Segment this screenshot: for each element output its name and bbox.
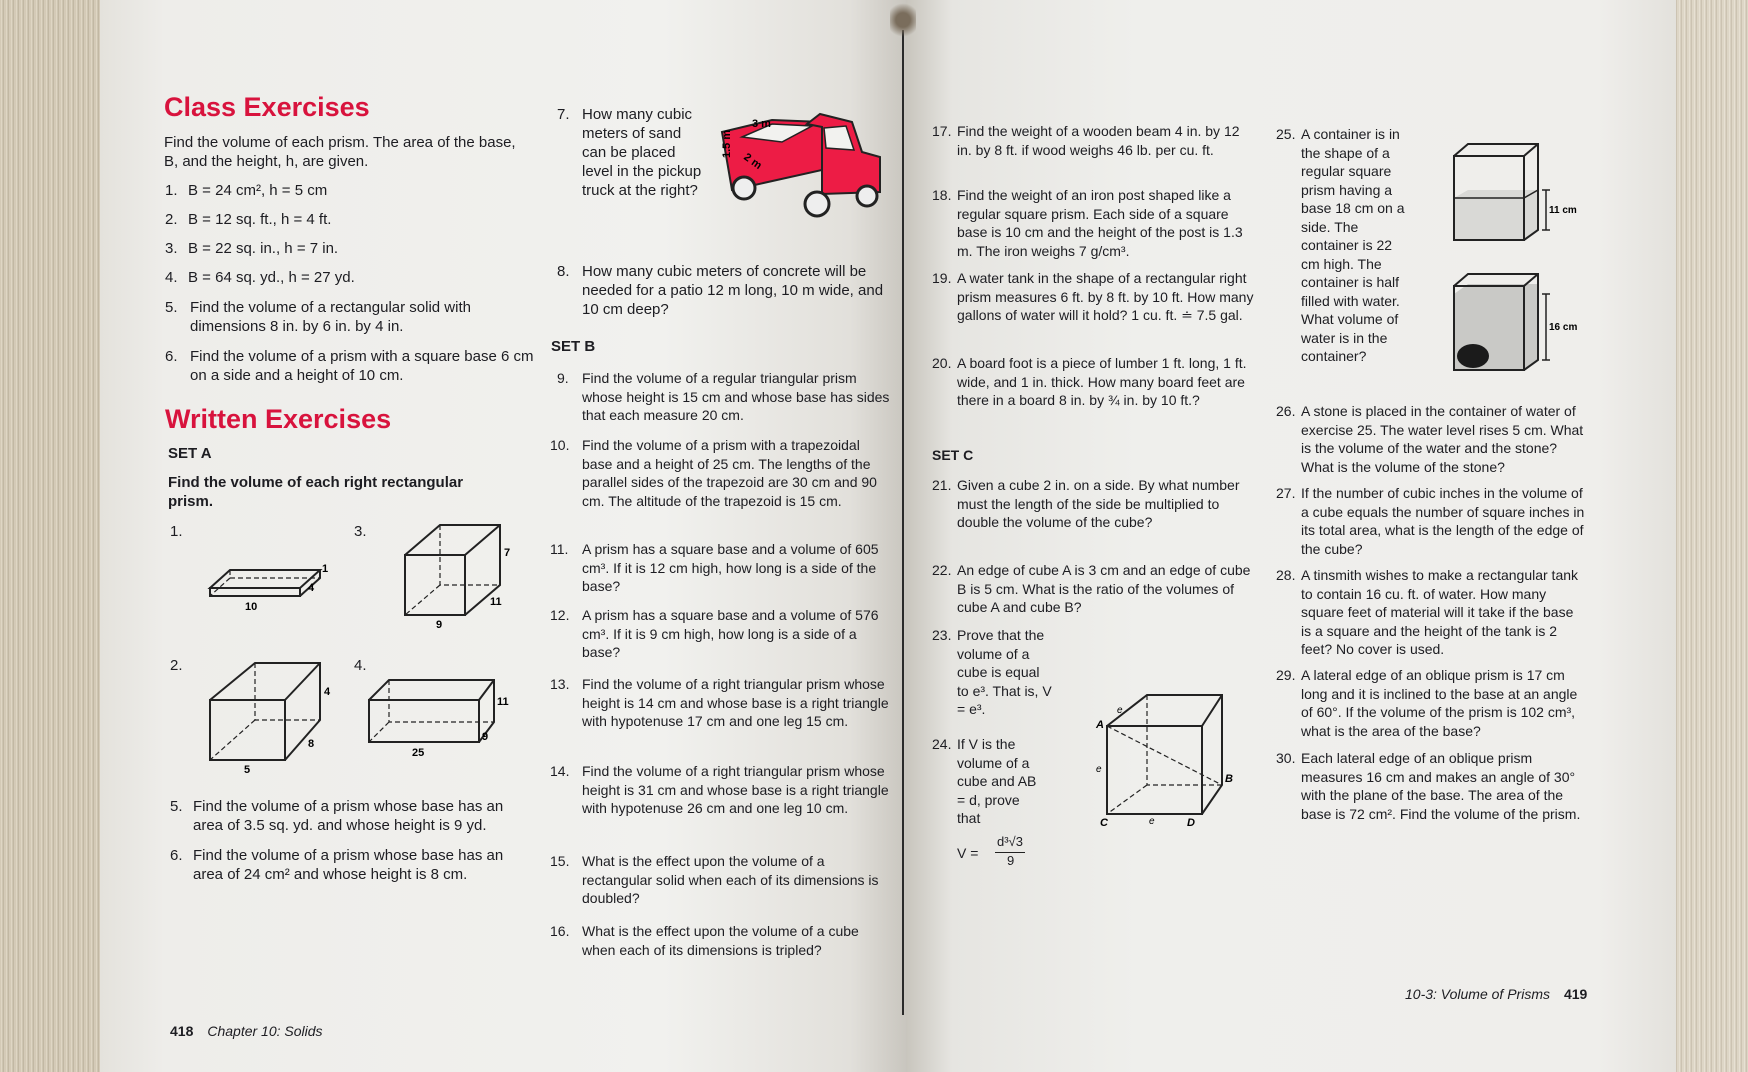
pickup-truck-illustration (712, 112, 884, 222)
left-page-footer (170, 1023, 323, 1039)
figure-2-width: 8 (308, 738, 315, 750)
chapter-title: Chapter 10: Solids (207, 1023, 323, 1039)
cube-vertex-d: D (1187, 817, 1195, 829)
figure-2-height: 4 (324, 686, 331, 698)
figure-3-width: 11 (490, 596, 502, 608)
figure-4-width: 9 (482, 731, 489, 743)
right-page-number: 419 (1563, 986, 1588, 1002)
figure-3-number: 3. (354, 523, 367, 540)
figure-4-number: 4. (354, 657, 367, 674)
container-1-height: 11 cm (1549, 205, 1577, 216)
truck-length-label: 3 m (752, 118, 771, 130)
figure-1-length: 10 (245, 601, 258, 613)
cube-vertex-a: A (1096, 719, 1104, 731)
figure-4-height: 11 (497, 696, 509, 708)
figure-3-length: 9 (436, 619, 443, 631)
written-exercises-heading: Written Exercises (165, 404, 392, 434)
figure-1-height: 1 (322, 563, 329, 575)
container-half-filled (1448, 138, 1577, 248)
set-a-label: SET A (168, 445, 212, 462)
formula-lhs: V = (957, 845, 979, 861)
section-title: 10-3: Volume of Prisms (1405, 986, 1550, 1002)
cube-edge-left: e (1096, 764, 1102, 775)
prism-figure-3 (400, 520, 520, 630)
prism-figure-4 (364, 672, 524, 762)
binding-thread (890, 0, 916, 40)
left-page-number: 418 (170, 1023, 194, 1039)
figure-1-number: 1. (170, 523, 183, 540)
written-exercises-intro: Find the volume of each right rectangular prism. (168, 474, 464, 510)
class-exercises-heading: Class Exercises (164, 92, 370, 122)
figure-4-length: 25 (412, 747, 425, 759)
container-with-stone (1448, 268, 1578, 378)
cube-vertex-b: B (1225, 773, 1233, 785)
figure-3-height: 7 (504, 547, 511, 559)
figure-1-width: 4 (308, 582, 315, 594)
cube-edge-bottom: e (1149, 816, 1155, 827)
prism-figure-2 (205, 655, 335, 777)
right-page-footer (1405, 986, 1587, 1002)
set-c-label: SET C (932, 447, 974, 463)
class-exercises-intro: Find the volume of each prism. The area of the base, B, and the height, h, are given. (164, 134, 516, 170)
book-gutter (902, 30, 904, 1015)
figure-2-length: 5 (244, 764, 251, 776)
truck-width-label: 2 m (741, 151, 764, 172)
cube-vertex-c: C (1100, 817, 1108, 829)
formula-numerator: d³√3 (995, 833, 1025, 853)
container-2-height: 16 cm (1549, 322, 1578, 333)
page-edges-right (1668, 0, 1748, 1072)
cube-edge-top: e (1117, 705, 1123, 716)
open-textbook: Class Exercises Find the volume of each prism. The area of the base, B, and the height, h, are given. 1. B = 24 cm², h = 5 cm 2. B = 12 sq. ft., h = 4 ft. 3. B = 22 sq. in., h = 7 in. 4. B = 64 sq. yd., h = 27 yd. 5. Find the volume of a rectangular solid with dimensions 8 in. by 6 in. by 4 in. 6. Find the volume of a prism with a square base 6 cm on a side and a height of 10 cm. Written Exercises SET A Find the volume of each right rectangular prism. 1. 3. 2. 4. 10 4 1 9 11 7 5 8 4 25 9 11 5. Find the volume of a prism whose base has an area of 3.5 sq. yd. and whose height is 9 yd. 6. Find the volume of a prism whose base has an area of 24 cm² and whose height is 8 cm. 418 Chapter 10: Solids 7. How many cubic meters of sand can be placed level in the pickup truck at the right? 3 m 1.5 m 2 m 8. How many cubic meters of concrete will be needed for a patio 12 m long, 10 m wide, and 10 cm deep? SET B 9. Find the volume of a regular triangular prism whose height is 15 cm and whose base has sides that each measure 20 cm. 10. Find the volume of a prism with a trapezoidal base and a height of 25 cm. The lengths of the parallel sides of the trapezoid are 30 cm and 90 cm. The altitude of the trapezoid is 15 cm. 11. A prism has a square base and a volume of 605 cm³. If it is 12 cm high, how long is a side of the base? 12. A prism has a square base and a volume of 576 cm³. If it is 9 cm high, how long is a side of a base? 13. Find the volume of a right triangular prism whose height is 14 cm and whose base is a right triangle with hypotenuse 17 cm and one leg 15 cm. 14. Find the volume of a right triangular prism whose height is 31 cm and whose base is a right triangle with hypotenuse 26 cm and one leg 10 cm. 15. What is the effect upon the volume of a rectangular solid when each of its dimensions is doubled? 16. What is the effect upon the volume of a cube when each of its dimensions is tripled? 17. Find the weight of a wooden beam 4 in. by 12 in. by 8 ft. if wood weighs 46 lb. per cu. ft. 18. Find the weight of an iron post shaped like a regular square prism. Each side of a square base is 10 cm and the height of the post is 1.3 m. The iron weighs 7 g/cm³. 19. A water tank in the shape of a rectangular right prism measures 6 ft. by 8 ft. by 10 ft. How many gallons of water will it hold? 1 cu. ft. ≐ 7.5 gal. 20. A board foot is a piece of lumber 1 ft. long, 1 ft. wide, and 1 in. thick. How many board feet are there in a board 8 in. by ¾ in. by 10 ft.? SET C 21. Given a cube 2 in. on a side. By what number must the length of the side be multiplied to double the volume of the cube? 22. An edge of cube A is 3 cm and an edge of cube B is 5 cm. What is the ratio of the volumes of cube A and cube B? 23. Prove that the volume of a cube is equal to e³. That is, V = e³. 24. If V is the volume of a cube and AB = d, prove that V = d³√3 9 A B C D e e e 25. A container is in the shape of a regular square prism having a base 18 cm on a side. The container is 22 cm high. The container is half filled with water. What volume of water is in the container? 11 cm 16 cm 26. A stone is placed in the container of water of exercise 25. The water level rises 5 cm. What is the volume of the water and the stone? What is the volume of the stone? 27. If the number of cubic inches in the volume of a cube equals the number of square inches in its total area, what is the length of the edge of the cube? 28. A tinsmith wishes to make a rectangular tank to contain 16 cu. ft. of water. How many square feet of material will it take if the base is a square and the height of the tank is 2 feet? No cover is used. 29. A lateral edge of an oblique prism is 17 cm long and it is inclined to the base at an angle of 60°. If the volume of the prism is 102 cm³, what is the area of the base? 30. Each lateral edge of an oblique prism measures 16 cm and makes an angle of 30° with the plane of the base. The area of the base is 72 cm². Find the volume of the prism. 10-3: Volume of Prisms 419 (0, 0, 1748, 1072)
prism-figure-1 (200, 550, 330, 613)
figure-2-number: 2. (170, 657, 183, 674)
page-edges-left (0, 0, 112, 1072)
formula-denominator: 9 (1007, 853, 1015, 868)
set-b-label: SET B (551, 338, 596, 355)
cube-diagram (1092, 690, 1262, 830)
truck-height-label: 1.5 m (721, 129, 733, 158)
